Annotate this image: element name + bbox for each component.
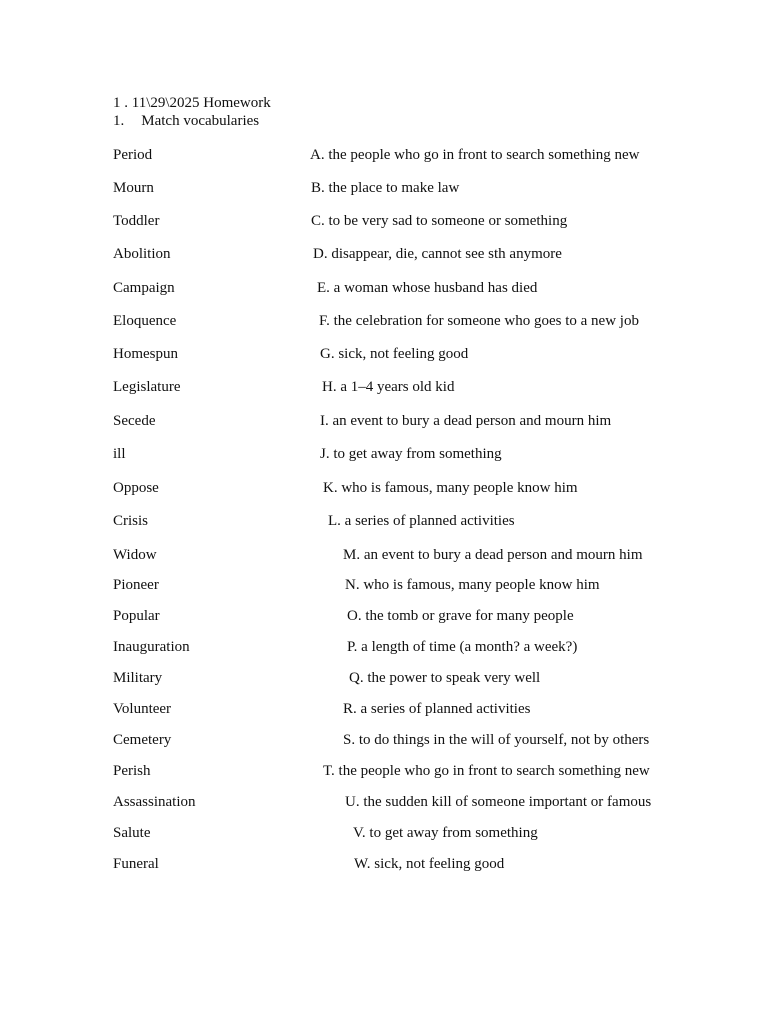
vocab-definition: A. the people who go in front to search something new xyxy=(310,147,640,163)
vocab-term: Funeral xyxy=(113,856,159,872)
vocab-term: Secede xyxy=(113,413,156,429)
list-item xyxy=(0,411,768,431)
vocab-definition: E. a woman whose husband has died xyxy=(317,280,538,296)
list-item xyxy=(0,145,768,165)
list-item xyxy=(0,377,768,397)
vocab-definition: C. to be very sad to someone or something xyxy=(311,213,568,229)
vocab-term: Salute xyxy=(113,825,151,841)
title-text: 11\29\2025 Homework xyxy=(131,95,271,111)
vocab-definition: G. sick, not feeling good xyxy=(320,346,469,362)
vocab-definition: R. a series of planned activities xyxy=(343,701,531,717)
list-item xyxy=(0,854,768,874)
list-item xyxy=(0,478,768,498)
title-number: 1 xyxy=(113,95,121,111)
list-item xyxy=(0,545,768,565)
list-item xyxy=(0,244,768,264)
vocab-term: Legislature xyxy=(113,379,181,395)
list-item xyxy=(0,211,768,231)
vocab-term: Volunteer xyxy=(113,701,172,717)
list-item xyxy=(0,637,768,657)
list-item xyxy=(0,699,768,719)
vocab-term: Pioneer xyxy=(113,577,159,593)
vocab-definition: D. disappear, die, cannot see sth anymore xyxy=(313,246,562,262)
list-item xyxy=(0,668,768,688)
vocab-term: Abolition xyxy=(113,246,171,262)
vocab-term: Oppose xyxy=(113,480,159,496)
vocab-definition: B. the place to make law xyxy=(311,180,460,196)
list-item xyxy=(0,823,768,843)
list-item xyxy=(0,511,768,531)
vocab-definition: P. a length of time (a month? a week?) xyxy=(347,639,578,655)
vocab-definition: W. sick, not feeling good xyxy=(354,856,505,872)
vocab-definition: K. who is famous, many people know him xyxy=(323,480,578,496)
vocab-definition: J. to get away from something xyxy=(320,446,502,462)
vocab-definition: I. an event to bury a dead person and mourn him xyxy=(320,413,612,429)
vocab-term: Military xyxy=(113,670,163,686)
vocab-definition: M. an event to bury a dead person and mourn him xyxy=(343,547,643,563)
list-item xyxy=(0,278,768,298)
vocab-term: Widow xyxy=(113,547,157,563)
list-item xyxy=(0,792,768,812)
vocab-definition: Q. the power to speak very well xyxy=(349,670,541,686)
vocab-definition: O. the tomb or grave for many people xyxy=(347,608,574,624)
vocab-term: Popular xyxy=(113,608,160,624)
list-item xyxy=(0,761,768,781)
vocab-term: Inauguration xyxy=(113,639,190,655)
vocab-term: Campaign xyxy=(113,280,175,296)
list-item xyxy=(0,178,768,198)
vocab-term: Cemetery xyxy=(113,732,172,748)
task-number: 1. xyxy=(113,113,125,129)
vocab-term: Toddler xyxy=(113,213,160,229)
list-item xyxy=(0,311,768,331)
vocab-term: Assassination xyxy=(113,794,196,810)
vocab-term: Perish xyxy=(113,763,151,779)
vocab-term: ill xyxy=(113,446,126,462)
list-item xyxy=(0,344,768,364)
vocab-definition: H. a 1–4 years old kid xyxy=(322,379,455,395)
vocab-definition: L. a series of planned activities xyxy=(328,513,515,529)
vocab-definition: T. the people who go in front to search something new xyxy=(323,763,650,779)
homework-title xyxy=(113,94,271,112)
vocab-term: Eloquence xyxy=(113,313,177,329)
vocab-definition: N. who is famous, many people know him xyxy=(345,577,600,593)
list-item xyxy=(0,575,768,595)
task-heading xyxy=(113,112,259,130)
list-item xyxy=(0,730,768,750)
title-separator: . xyxy=(124,95,128,111)
vocab-term: Period xyxy=(113,147,153,163)
task-text: Match vocabularies xyxy=(141,113,260,129)
list-item xyxy=(0,606,768,626)
vocab-term: Mourn xyxy=(113,180,154,196)
vocab-definition: U. the sudden kill of someone important or famous xyxy=(345,794,652,810)
vocab-term: Homespun xyxy=(113,346,178,362)
vocab-term: Crisis xyxy=(113,513,149,529)
vocab-definition: S. to do things in the will of yourself, not by others xyxy=(343,732,650,748)
vocab-definition: V. to get away from something xyxy=(353,825,538,841)
list-item xyxy=(0,444,768,464)
vocab-definition: F. the celebration for someone who goes to a new job xyxy=(319,313,639,329)
